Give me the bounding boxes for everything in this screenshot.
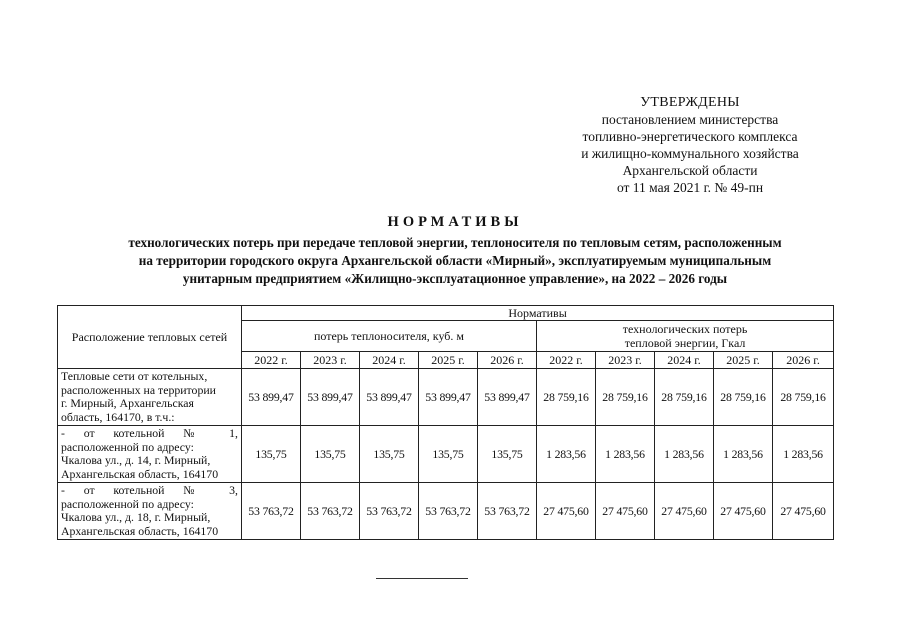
coolant-value: 53 763,72	[360, 483, 419, 540]
heat-value: 1 283,56	[537, 426, 596, 483]
approval-date-line: от 11 мая 2021 г. № 49-пн	[616, 180, 764, 195]
coolant-value: 53 763,72	[478, 483, 537, 540]
heat-value: 28 759,16	[655, 369, 714, 426]
location-line: Архангельская область, 164170	[61, 466, 219, 481]
approval-block	[560, 94, 820, 196]
location-line: Чкалова ул., д. 18, г. Мирный,	[61, 510, 211, 524]
location-line: расположенной по адресу:	[61, 439, 194, 454]
coolant-value: 53 899,47	[478, 369, 537, 426]
year-header: 2024 г.	[655, 352, 714, 369]
year-header: 2022 г.	[537, 352, 596, 369]
heat-value: 27 475,60	[714, 483, 773, 540]
coolant-value: 53 899,47	[242, 369, 301, 426]
year-header: 2022 г.	[242, 352, 301, 369]
location-cell	[58, 483, 242, 540]
location-cell	[58, 369, 242, 426]
document-subtitle	[55, 234, 855, 288]
heat-value: 1 283,56	[773, 426, 834, 483]
coolant-value: 135,75	[419, 426, 478, 483]
coolant-value: 53 763,72	[419, 483, 478, 540]
subtitle-line: на территории городского округа Архангельской области «Мирный», эксплуатируемым муниципальным	[138, 253, 772, 268]
location-line: - от котельной № 1,	[61, 426, 238, 440]
location-line: Чкалова ул., д. 14, г. Мирный,	[61, 453, 211, 467]
subtitle-line: унитарным предприятием «Жилищно-эксплуатационное управление», на 2022 – 2026 годы	[182, 271, 728, 286]
location-cell	[58, 426, 242, 483]
approval-line: Архангельской области	[622, 163, 758, 178]
heat-value: 27 475,60	[537, 483, 596, 540]
location-line: расположенных на территории	[61, 382, 216, 397]
heat-value: 27 475,60	[773, 483, 834, 540]
year-header: 2023 г.	[596, 352, 655, 369]
location-line: расположенной по адресу:	[61, 496, 194, 511]
coolant-value: 53 899,47	[360, 369, 419, 426]
coolant-value: 135,75	[360, 426, 419, 483]
coolant-value: 53 899,47	[419, 369, 478, 426]
table-row	[58, 369, 834, 426]
approval-line: топливно-энергетического комплекса	[582, 129, 798, 144]
approval-line: и жилищно-коммунального хозяйства	[581, 146, 799, 161]
approval-line: постановлением министерства	[601, 112, 779, 127]
location-column-header: Расположение тепловых сетей	[58, 306, 242, 369]
norms-table	[57, 305, 834, 540]
heat-losses-header-line: тепловой энергии, Гкал	[624, 336, 746, 350]
location-line: Тепловые сети от котельных,	[61, 369, 208, 383]
year-header: 2026 г.	[773, 352, 834, 369]
heat-value: 1 283,56	[596, 426, 655, 483]
coolant-losses-header: потерь теплоносителя, куб. м	[242, 321, 537, 352]
subtitle-line: технологических потерь при передаче тепловой энергии, теплоносителя по тепловым сетям, расположенным	[128, 235, 782, 250]
heat-value: 1 283,56	[714, 426, 773, 483]
location-line: - от котельной № 3,	[61, 483, 238, 497]
approval-heading: УТВЕРЖДЕНЫ	[640, 95, 740, 110]
year-header: 2025 г.	[714, 352, 773, 369]
heat-value: 28 759,16	[773, 369, 834, 426]
coolant-value: 53 763,72	[242, 483, 301, 540]
heat-value: 28 759,16	[714, 369, 773, 426]
year-header: 2024 г.	[360, 352, 419, 369]
coolant-value: 53 899,47	[301, 369, 360, 426]
heat-value: 28 759,16	[537, 369, 596, 426]
heat-losses-header	[537, 321, 834, 352]
coolant-value: 135,75	[242, 426, 301, 483]
table-row	[58, 426, 834, 483]
document-title: НОРМАТИВЫ	[387, 214, 523, 230]
heat-value: 27 475,60	[596, 483, 655, 540]
location-line: область, 164170, в т.ч.:	[61, 409, 175, 424]
year-header: 2026 г.	[478, 352, 537, 369]
norms-header: Нормативы	[242, 306, 834, 321]
location-line: г. Мирный, Архангельская	[61, 396, 194, 410]
location-line: Архангельская область, 164170	[61, 523, 219, 538]
heat-losses-header-line: технологических потерь	[622, 322, 748, 336]
heat-value: 28 759,16	[596, 369, 655, 426]
coolant-value: 53 763,72	[301, 483, 360, 540]
year-header: 2023 г.	[301, 352, 360, 369]
table-row	[58, 483, 834, 540]
heat-value: 1 283,56	[655, 426, 714, 483]
footer-rule	[376, 578, 468, 579]
coolant-value: 135,75	[301, 426, 360, 483]
coolant-value: 135,75	[478, 426, 537, 483]
heat-value: 27 475,60	[655, 483, 714, 540]
year-header: 2025 г.	[419, 352, 478, 369]
